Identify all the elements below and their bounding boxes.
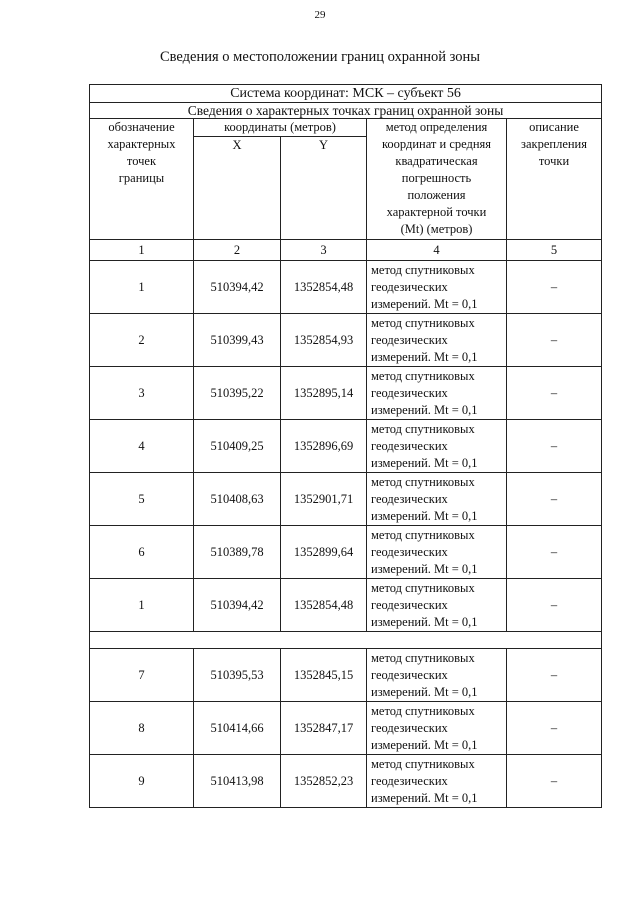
- y-coordinate-cell: 1352896,69: [281, 420, 367, 473]
- x-coordinate-cell: 510409,25: [194, 420, 281, 473]
- header-col5-text: описание закрепления точки: [521, 120, 587, 168]
- fixing-description-cell: –: [507, 526, 602, 579]
- fixing-description-cell: –: [507, 755, 602, 808]
- fixing-description-cell: –: [507, 649, 602, 702]
- point-number-cell: 3: [90, 367, 194, 420]
- coordinate-system-label: Система координат: МСК – субъект 56: [90, 85, 602, 103]
- method-cell: метод спутниковых геодезических измерений. Mt = 0,1: [367, 367, 507, 420]
- header-col4-text: метод определения координат и средняя квадратическая погрешность положения характерной точки (Mt) (метров): [381, 120, 492, 236]
- section-title-row: [90, 103, 602, 119]
- header-fixing-description: [507, 119, 602, 240]
- method-cell: метод спутниковых геодезических измерений. Mt = 0,1: [367, 261, 507, 314]
- point-number-cell: 8: [90, 702, 194, 755]
- group-separator-cell: [90, 632, 602, 649]
- method-cell: метод спутниковых геодезических измерений. Mt = 0,1: [367, 526, 507, 579]
- column-number-3: 3: [281, 240, 367, 261]
- point-number-cell: 1: [90, 579, 194, 632]
- y-coordinate-cell: 1352845,15: [281, 649, 367, 702]
- point-number-cell: 2: [90, 314, 194, 367]
- method-cell: метод спутниковых геодезических измерений. Mt = 0,1: [367, 314, 507, 367]
- table-row: [90, 420, 602, 473]
- x-coordinate-cell: 510399,43: [194, 314, 281, 367]
- y-coordinate-cell: 1352854,48: [281, 579, 367, 632]
- point-number-cell: 6: [90, 526, 194, 579]
- y-coordinate-cell: 1352852,23: [281, 755, 367, 808]
- table-row: [90, 755, 602, 808]
- x-coordinate-cell: 510389,78: [194, 526, 281, 579]
- column-number-1: 1: [90, 240, 194, 261]
- header-y: Y: [281, 137, 367, 240]
- method-cell: метод спутниковых геодезических измерений. Mt = 0,1: [367, 649, 507, 702]
- x-coordinate-cell: 510394,42: [194, 261, 281, 314]
- x-coordinate-cell: 510414,66: [194, 702, 281, 755]
- y-coordinate-cell: 1352895,14: [281, 367, 367, 420]
- point-number-cell: 5: [90, 473, 194, 526]
- method-cell: метод спутниковых геодезических измерений. Mt = 0,1: [367, 755, 507, 808]
- boundary-points-table: [89, 84, 602, 808]
- section-title: Сведения о характерных точках границ охранной зоны: [90, 103, 602, 119]
- fixing-description-cell: –: [507, 420, 602, 473]
- fixing-description-cell: –: [507, 702, 602, 755]
- fixing-description-cell: –: [507, 579, 602, 632]
- method-cell: метод спутниковых геодезических измерений. Mt = 0,1: [367, 420, 507, 473]
- fixing-description-cell: –: [507, 367, 602, 420]
- fixing-description-cell: –: [507, 261, 602, 314]
- header-x: X: [194, 137, 281, 240]
- y-coordinate-cell: 1352901,71: [281, 473, 367, 526]
- header-col1-text: обозначение характерных точек границы: [107, 120, 176, 185]
- header-row: [90, 119, 602, 137]
- y-coordinate-cell: 1352899,64: [281, 526, 367, 579]
- point-number-cell: 4: [90, 420, 194, 473]
- table-row: [90, 314, 602, 367]
- x-coordinate-cell: 510408,63: [194, 473, 281, 526]
- header-point-designation: [90, 119, 194, 240]
- table-row: [90, 579, 602, 632]
- point-number-cell: 1: [90, 261, 194, 314]
- point-number-cell: 9: [90, 755, 194, 808]
- y-coordinate-cell: 1352847,17: [281, 702, 367, 755]
- document-title: Сведения о местоположении границ охранной зоны: [159, 49, 480, 65]
- x-coordinate-cell: 510413,98: [194, 755, 281, 808]
- fixing-description-cell: –: [507, 473, 602, 526]
- table-row: [90, 367, 602, 420]
- x-coordinate-cell: 510395,22: [194, 367, 281, 420]
- column-number-2: 2: [194, 240, 281, 261]
- column-numbers-row: [90, 240, 602, 261]
- table-row: [90, 649, 602, 702]
- table-row: [90, 702, 602, 755]
- table-row: [90, 473, 602, 526]
- x-coordinate-cell: 510394,42: [194, 579, 281, 632]
- table-row: [90, 261, 602, 314]
- method-cell: метод спутниковых геодезических измерений. Mt = 0,1: [367, 702, 507, 755]
- header-method: [367, 119, 507, 240]
- group-separator-row: [90, 632, 602, 649]
- method-cell: метод спутниковых геодезических измерений. Mt = 0,1: [367, 579, 507, 632]
- table-row: [90, 526, 602, 579]
- y-coordinate-cell: 1352854,93: [281, 314, 367, 367]
- x-coordinate-cell: 510395,53: [194, 649, 281, 702]
- method-cell: метод спутниковых геодезических измерений. Mt = 0,1: [367, 473, 507, 526]
- coordinate-system-row: [90, 85, 602, 103]
- fixing-description-cell: –: [507, 314, 602, 367]
- header-coordinates-group: координаты (метров): [194, 119, 367, 137]
- point-number-cell: 7: [90, 649, 194, 702]
- column-number-5: 5: [507, 240, 602, 261]
- page-number: 29: [314, 9, 326, 21]
- y-coordinate-cell: 1352854,48: [281, 261, 367, 314]
- column-number-4: 4: [367, 240, 507, 261]
